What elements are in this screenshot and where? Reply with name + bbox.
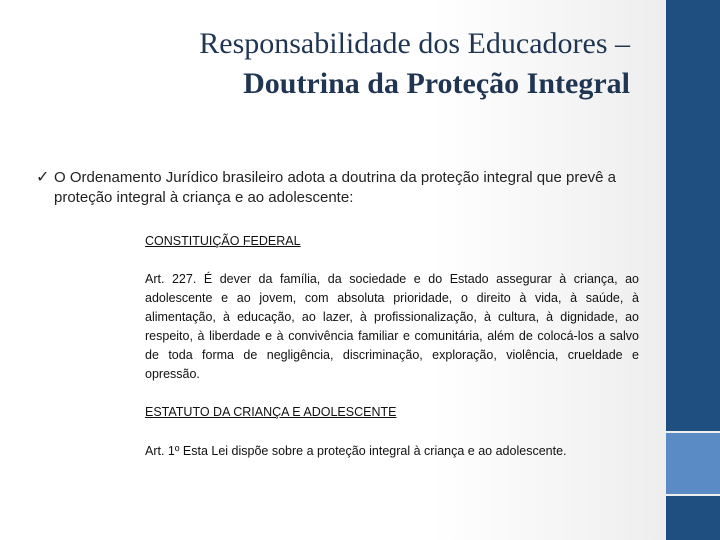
constitution-article: Art. 227. É dever da família, da sociedade e do Estado assegurar à criança, ao adolescente e ao jovem, com absoluta prioridade, o direito à vida, à saúde, à alimentação, à educação, ao lazer, à profissionalização, à cultura, à dignidade, ao respeito, à liberdade e à convivência familiar e comunitária, além de colocá-los a salvo de toda forma de negligência, discriminação, exploração, violência, crueldade e opressão. — [145, 272, 639, 381]
statute-heading — [145, 403, 639, 422]
decorative-sidebar — [666, 0, 720, 540]
slide-title — [199, 24, 630, 104]
statute-heading-text: ESTATUTO DA CRIANÇA E ADOLESCENTE — [145, 405, 397, 419]
constitution-heading — [145, 232, 639, 251]
slide-title-line2: Doutrina da Proteção Integral — [243, 67, 630, 100]
checkmark-icon: ✓ — [36, 169, 50, 186]
constitution-heading-text: CONSTITUIÇÃO FEDERAL — [145, 234, 301, 248]
bullet-text: O Ordenamento Jurídico brasileiro adota a doutrina da proteção integral que prevê a proteção integral à criança e ao adolescente: — [54, 169, 617, 206]
sidebar-block-bottom — [666, 496, 720, 540]
statute-article: Art. 1º Esta Lei dispõe sobre a proteção integral à criança e ao adolescente. — [145, 444, 567, 458]
slide-title-line1: Responsabilidade dos Educadores – — [199, 27, 630, 60]
sidebar-block-accent — [666, 433, 720, 494]
sidebar-block-top — [666, 0, 720, 431]
bullet-point — [36, 168, 636, 208]
